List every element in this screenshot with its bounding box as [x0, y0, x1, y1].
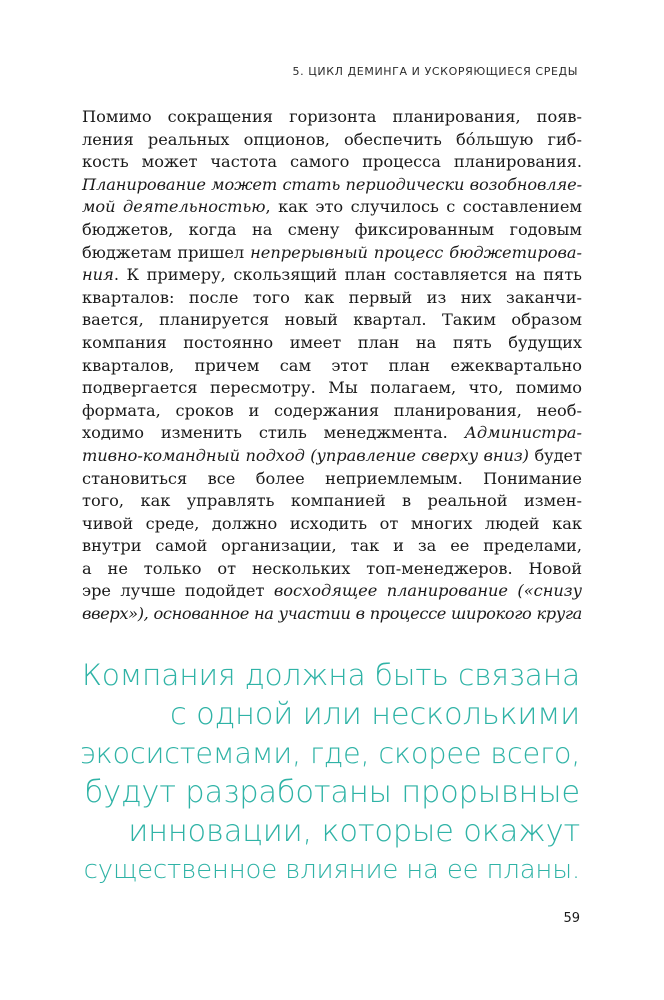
text-line [82, 129, 582, 152]
body-paragraph [82, 106, 582, 626]
text-run: того, как управлять компанией в реальной измен- [82, 491, 582, 511]
text-line [82, 196, 582, 219]
text-run: Помимо сокращения горизонта планирования, появ- [82, 107, 582, 126]
text-line [82, 309, 582, 332]
pull-quote-line: инновации, которые окажут [128, 814, 580, 849]
italic-text: тивно-командный подход (управление сверху вниз) [82, 445, 529, 465]
text-line [82, 445, 582, 468]
text-run: формата, сроков и содержания планирования, необ- [82, 400, 582, 420]
text-run: будет [528, 445, 582, 465]
text-line [82, 422, 582, 445]
text-run: ходимо изменить стиль менеджмента. [82, 423, 465, 443]
text-line [82, 106, 582, 129]
text-run: кварталов, причем сам этот план ежеквартально [82, 355, 582, 375]
text-run: компания постоянно имеет план на пять будущих [82, 332, 582, 352]
text-line [82, 332, 582, 355]
text-run: ления реальных опционов, обеспечить бо́льшую гиб- [82, 129, 582, 149]
text-run: бюджетов, когда на смену фиксированным годовым [82, 219, 582, 239]
text-line [82, 242, 582, 265]
text-line [82, 580, 582, 603]
italic-text: вверх»), основанное на участии в процессе широкого круга [82, 604, 582, 624]
pull-quote-line: будут разработаны прорывные [84, 775, 580, 810]
pull-quote-line: Компания должна быть связана [81, 658, 580, 693]
text-run: , как это случилось с составлением [265, 197, 582, 217]
running-header: 5. ЦИКЛ ДЕМИНГА И УСКОРЯЮЩИЕСЯ СРЕДЫ [292, 65, 578, 78]
text-line [82, 603, 582, 626]
text-run: эре лучше подойдет [82, 581, 274, 601]
text-line [82, 174, 582, 197]
page-number: 59 [563, 911, 580, 926]
text-run: кость может частота самого процесса планирования. [82, 152, 582, 172]
text-line [82, 490, 582, 513]
text-run: кварталов: после того как первый из них заканчи- [82, 287, 582, 307]
text-run: . К примеру, скользящий план составляется на пять [113, 265, 582, 285]
text-line [82, 219, 582, 242]
text-line [82, 264, 582, 287]
text-line [82, 151, 582, 174]
italic-text: Администра- [464, 423, 582, 443]
text-run: подвергается пересмотру. Мы полагаем, что, помимо [82, 378, 582, 398]
italic-text: Планирование может стать периодически возобновляе- [82, 174, 582, 194]
italic-text: ния [82, 265, 114, 285]
text-line [82, 535, 582, 558]
text-line [82, 377, 582, 400]
pull-quote [80, 656, 580, 890]
text-line [82, 355, 582, 378]
italic-text: непрерывный процесс бюджетирова- [250, 242, 582, 262]
text-run: внутри самой организации, так и за ее пределами, [82, 536, 582, 556]
text-line [82, 513, 582, 536]
pull-quote-line: экосистемами, где, скорее всего, [80, 736, 581, 770]
text-line [82, 287, 582, 310]
text-run: а не только от нескольких топ-менеджеров. Новой [82, 558, 582, 578]
pull-quote-line: с одной или несколькими [170, 697, 580, 732]
text-run: становиться все более неприемлемым. Понимание [82, 468, 582, 488]
text-run: вается, планируется новый квартал. Таким образом [82, 310, 582, 330]
text-line [82, 400, 582, 423]
text-run: чивой среде, должно исходить от многих людей как [82, 513, 582, 533]
text-run: бюджетам пришел [82, 242, 251, 262]
text-line [82, 558, 582, 581]
italic-text: мой деятельностью [82, 197, 266, 217]
italic-text: восходящее планирование («снизу [273, 581, 582, 601]
pull-quote-line: существенное влияние на ее планы. [83, 855, 580, 885]
text-line [82, 468, 582, 491]
